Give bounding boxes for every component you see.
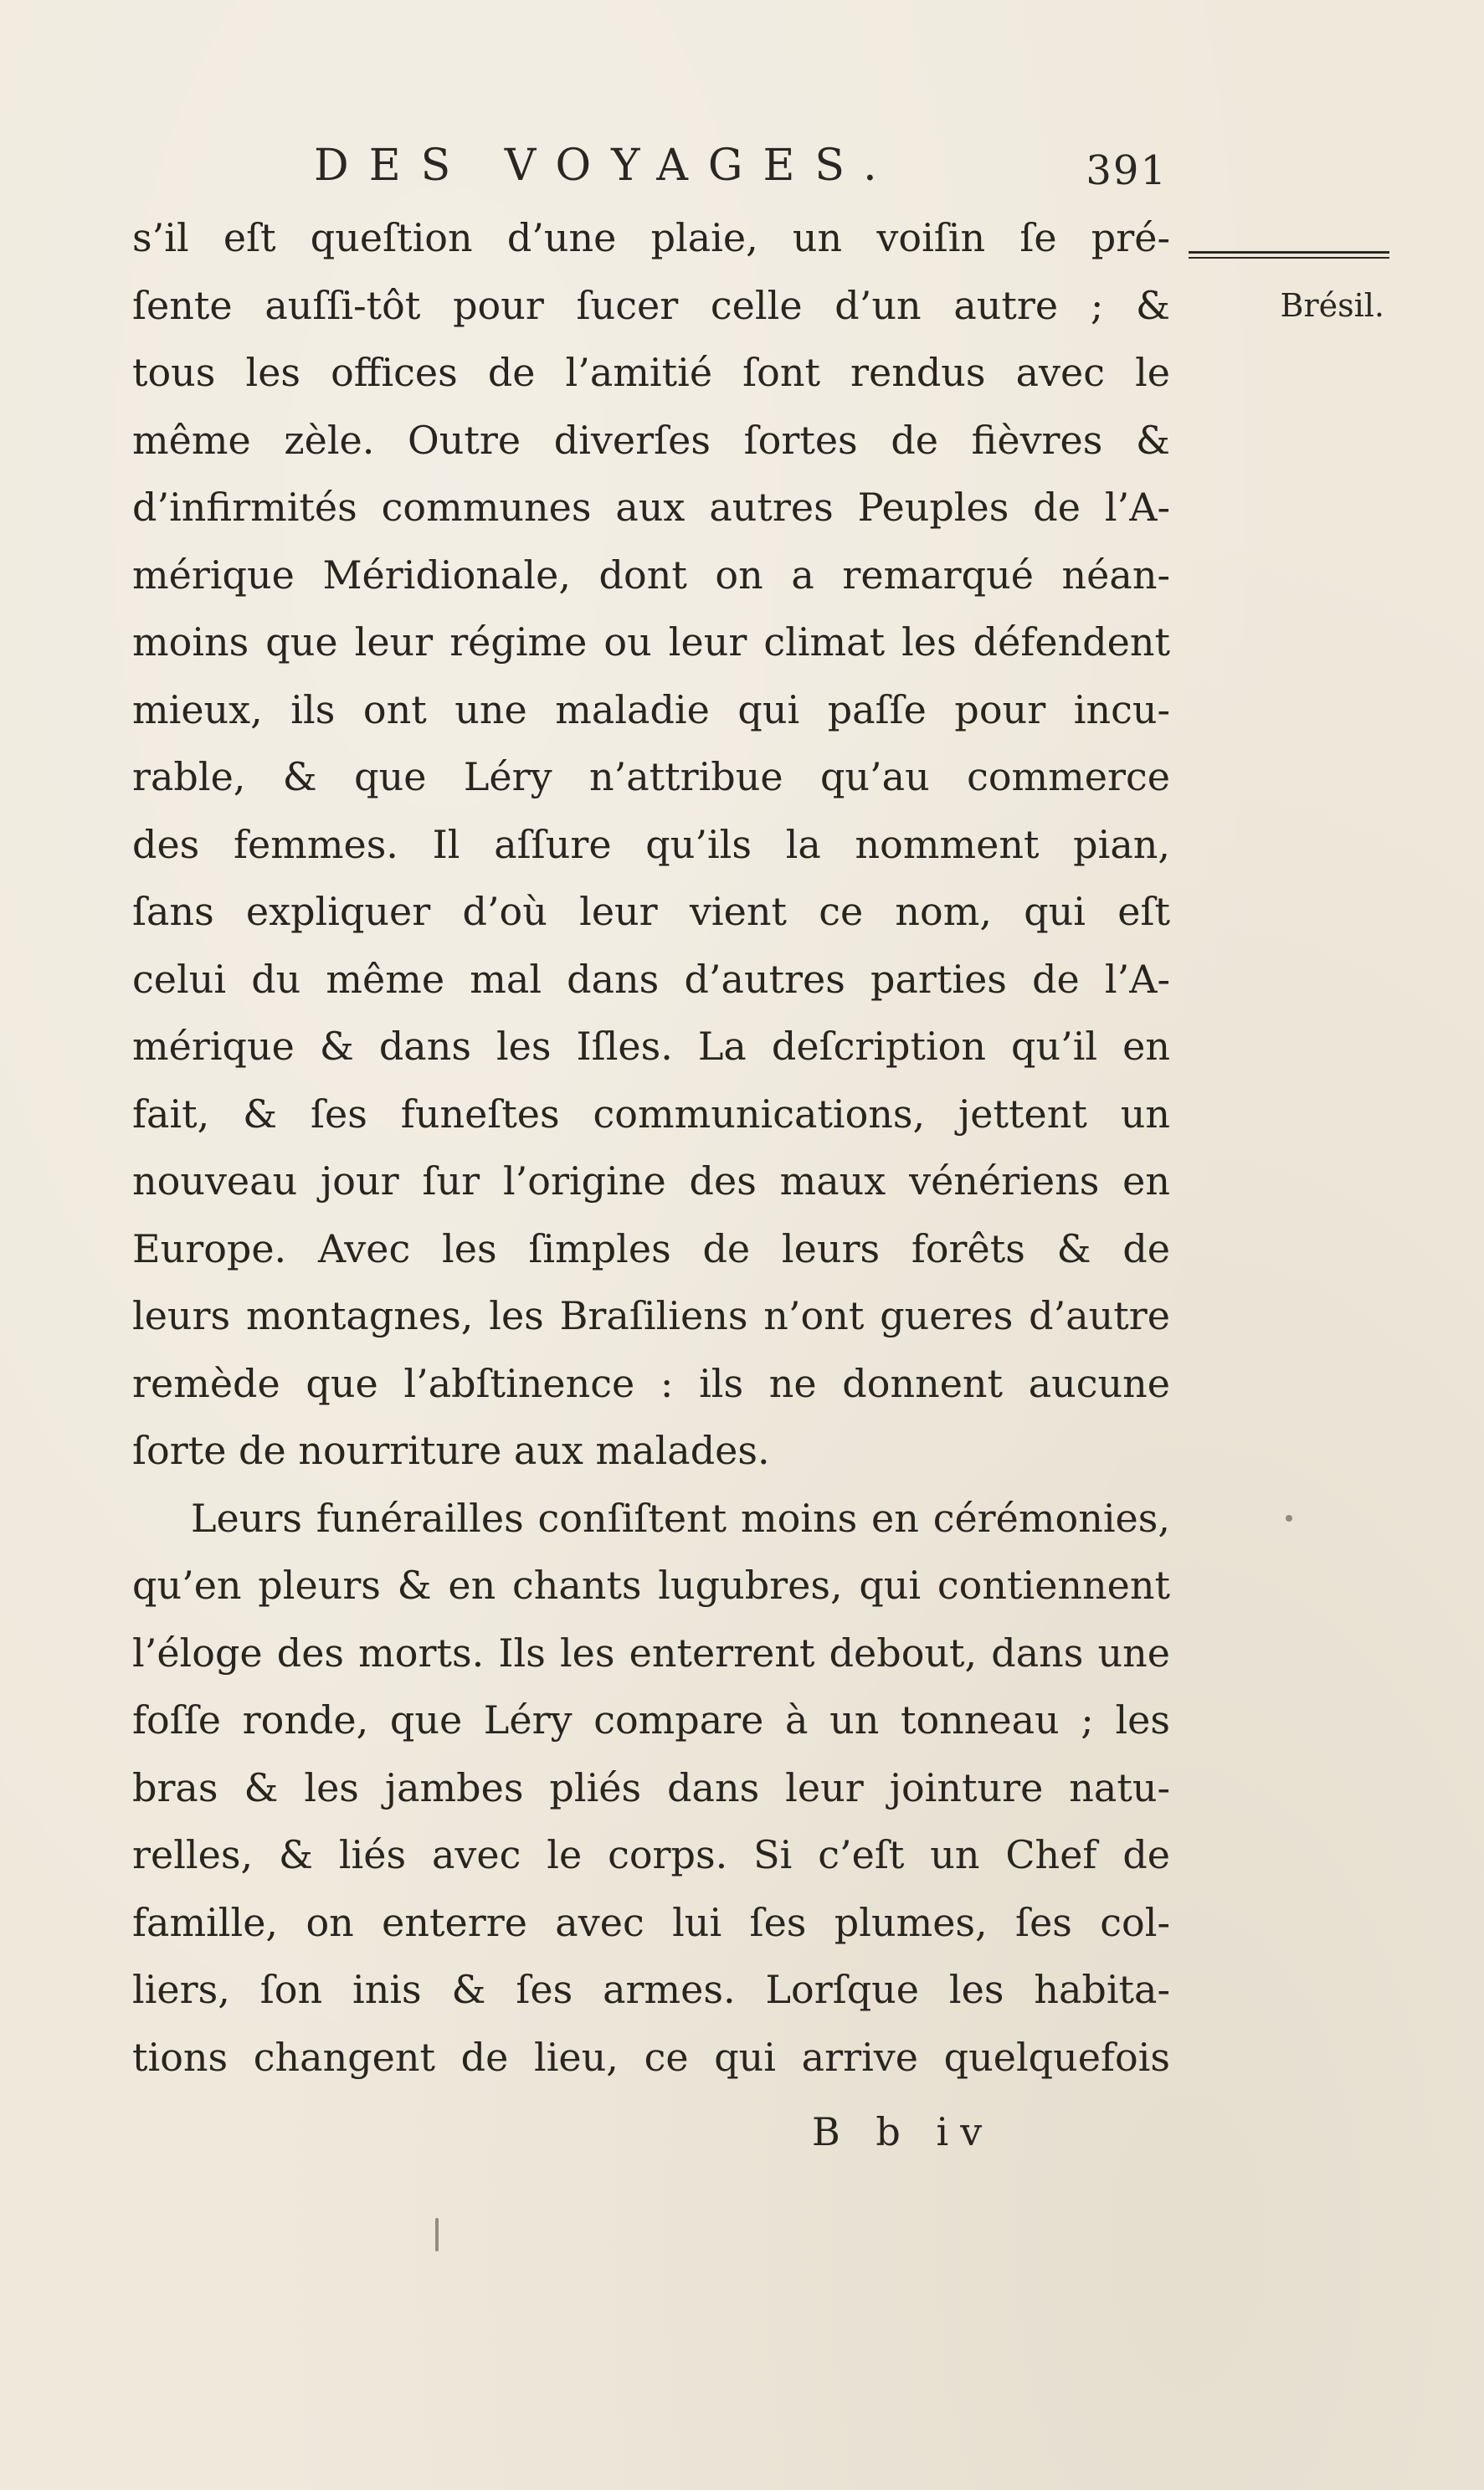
page-number: 391: [1086, 147, 1168, 194]
text-line: tous les offices de l’amitié ſont rendus avec le: [132, 350, 1170, 395]
text-line: mérique & dans les Iſles. La deſcription qu’il en: [132, 1024, 1170, 1069]
text-line: qu’en pleurs & en chants lugubres, qui contiennent: [132, 1563, 1170, 1608]
text-line: ſente auſſi-tôt pour ſucer celle d’un autre ; &: [132, 282, 1170, 328]
running-title: DES VOYAGES.: [314, 141, 897, 191]
text-line: remède que l’abſtinence : ils ne donnent aucune: [132, 1360, 1170, 1406]
text-line: Europe. Avec les ſimples de leurs forêts & de: [132, 1225, 1170, 1271]
ink-speck: [435, 2218, 439, 2251]
text-line: relles, & liés avec le corps. Si c’eſt un Chef de: [132, 1832, 1170, 1877]
text-line: foſſe ronde, que Léry compare à un tonneau ; les: [132, 1697, 1170, 1743]
text-line: nouveau jour ſur l’origine des maux vénériens en: [132, 1158, 1170, 1204]
text-line: Leurs funérailles conſiſtent moins en cérémonies,: [191, 1495, 1170, 1541]
signature-mark: B b iv: [812, 2109, 994, 2154]
text-line: l’éloge des morts. Ils les enterrent debout, dans une: [132, 1630, 1170, 1676]
text-line: ſorte de nourriture aux malades.: [132, 1428, 770, 1473]
text-line: mérique Méridionale, dont on a remarqué néan-: [132, 552, 1170, 598]
text-line: liers, ſon inis & ſes armes. Lorſque les habita-: [132, 1967, 1170, 2012]
text-line: celui du même mal dans d’autres parties de l’A-: [132, 956, 1170, 1002]
text-line: mieux, ils ont une maladie qui paſſe pour incu-: [132, 686, 1170, 732]
margin-note: [1189, 251, 1389, 324]
margin-label: Brésil.: [1280, 287, 1384, 324]
running-head: [314, 134, 1168, 201]
text-line: rable, & que Léry n’attribue qu’au commerce: [132, 754, 1170, 799]
ink-speck: [1286, 1515, 1292, 1522]
text-line: s’il eſt queſtion d’une plaie, un voiſin ſe pré-: [132, 215, 1170, 260]
text-line: moins que leur régime ou leur climat les défendent: [132, 619, 1170, 665]
margin-rule: [1189, 251, 1389, 254]
text-line: ſans expliquer d’où leur vient ce nom, qui eſt: [132, 889, 1170, 934]
text-line: tions changent de lieu, ce qui arrive quelquefois: [132, 2034, 1170, 2080]
text-line: leurs montagnes, les Braſiliens n’ont gueres d’autre: [132, 1293, 1170, 1338]
text-line: même zèle. Outre diverſes ſortes de fièvres &: [132, 417, 1170, 463]
margin-rule-thin: [1189, 257, 1389, 259]
text-line: fait, & ſes funeſtes communications, jettent un: [132, 1091, 1170, 1137]
text-line: d’infirmités communes aux autres Peuples de l’A-: [132, 485, 1170, 530]
body-text: [132, 204, 1170, 2091]
text-line: famille, on enterre avec lui ſes plumes, ſes col-: [132, 1899, 1170, 1945]
text-line: bras & les jambes pliés dans leur jointure natu-: [132, 1764, 1170, 1810]
text-line: des femmes. Il aſſure qu’ils la nomment pian,: [132, 821, 1170, 867]
